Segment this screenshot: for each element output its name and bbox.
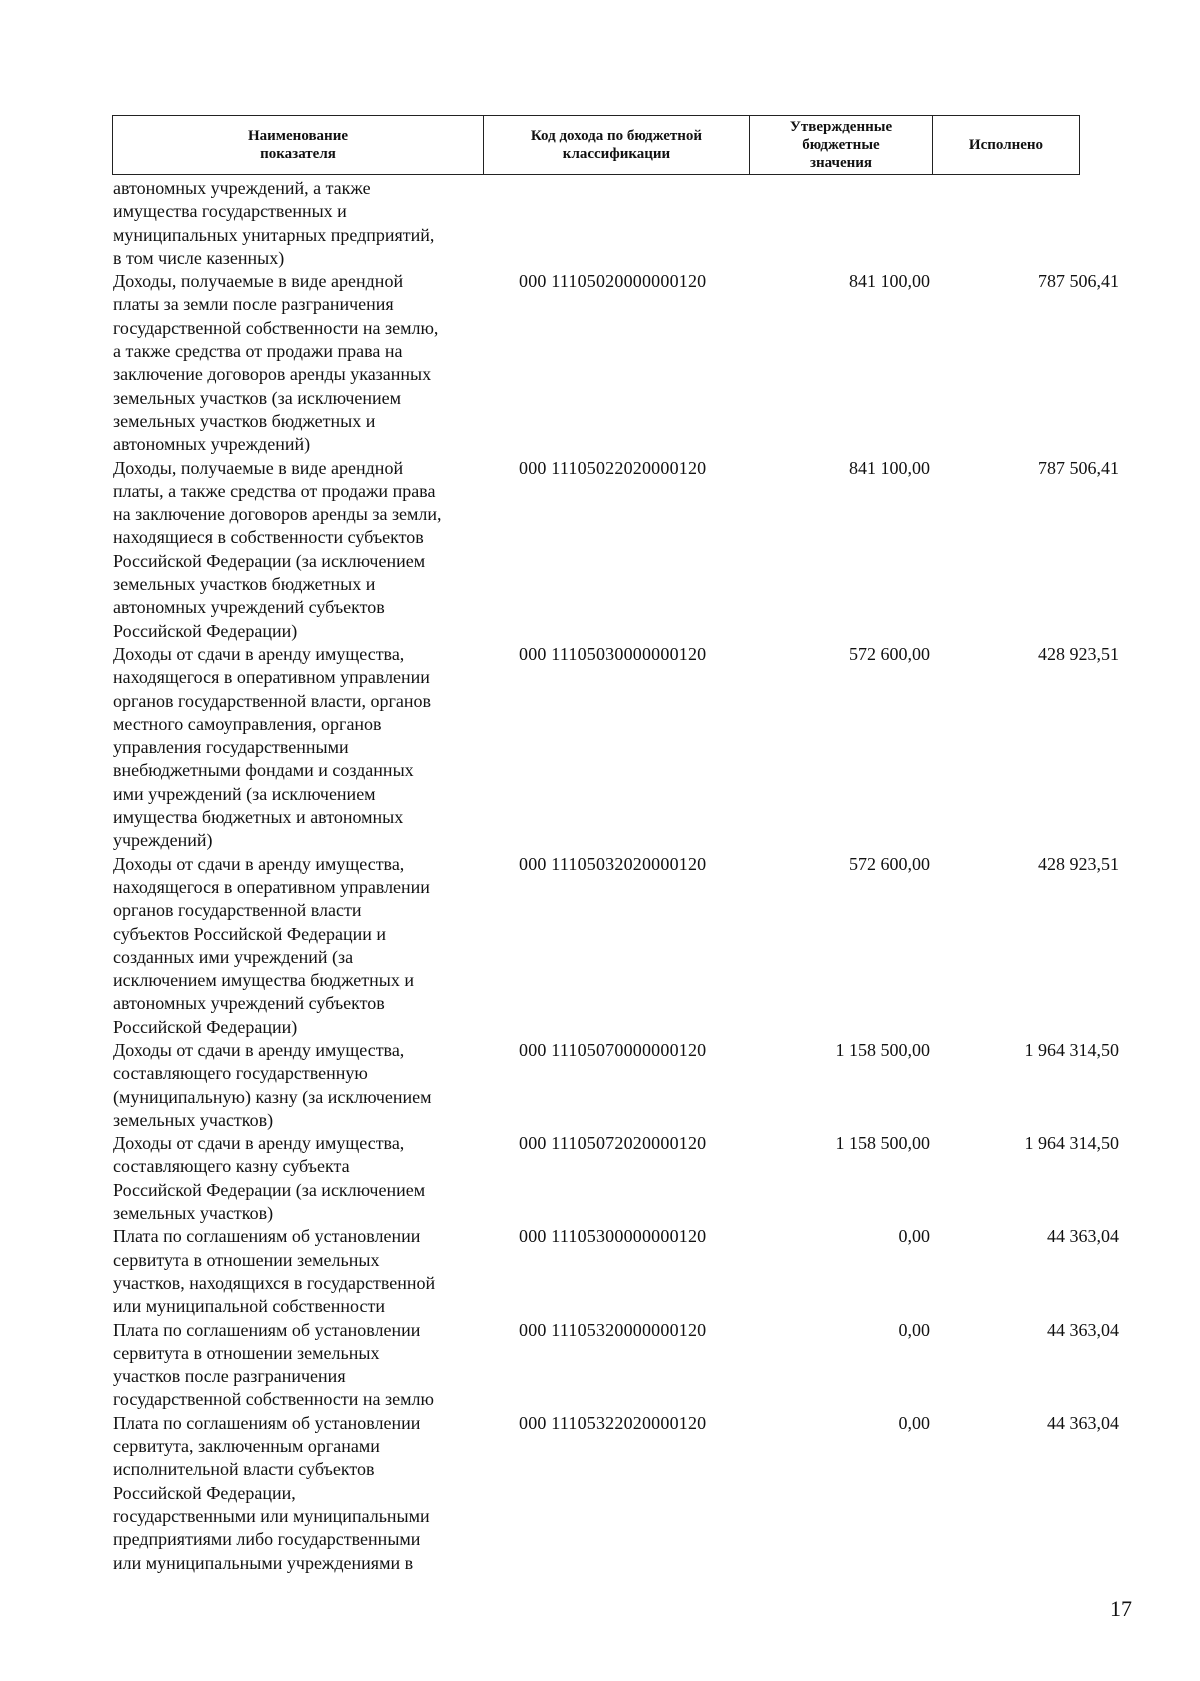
- row-code: [483, 177, 749, 270]
- row-name: Доходы, получаемые в виде арендной платы за земли после разграничения государственной собственности на землю, а также средства от продажи права на заключение договоров аренды указанных земельных участков (за исключением земельных участков бюджетных и автономных учреждений): [113, 271, 439, 455]
- row-code: 000 11105072020000120: [519, 1133, 707, 1154]
- row-done: 44 363,04: [1047, 1412, 1119, 1433]
- row-done: 44 363,04: [1047, 1319, 1119, 1340]
- table-body: [113, 177, 1123, 1575]
- row-name: автономных учреждений, а также имущества государственных и муниципальных унитарных предприятий, в том числе казенных): [113, 178, 435, 268]
- row-name: Доходы от сдачи в аренду имущества, составляющего государственную (муниципальную) казну (за исключением земельных участков): [113, 1039, 432, 1130]
- table-header: [112, 115, 1080, 175]
- row-done: 1 964 314,50: [1024, 1039, 1119, 1060]
- row-done: 44 363,04: [1047, 1226, 1119, 1247]
- row-done: [932, 177, 1123, 270]
- row-code: 000 11105070000000120: [519, 1039, 707, 1060]
- row-approved: [749, 177, 932, 270]
- table-row: [113, 1412, 1123, 1575]
- table-row: [113, 1319, 1123, 1412]
- row-code: 000 11105322020000120: [519, 1412, 707, 1433]
- row-name: Доходы, получаемые в виде арендной платы, а также средства от продажи права на заключение договоров аренды за земли, находящиеся в собственности субъектов Российской Федерации (за исключением земельных участков бюджетных и автономных учреждений субъектов Российской Федерации): [113, 457, 442, 641]
- row-name: Плата по соглашениям об установлении сервитута в отношении земельных участков после разграничения государственной собственности на землю: [113, 1319, 434, 1410]
- row-name: Плата по соглашениям об установлении сервитута, заключенным органами исполнительной власти субъектов Российской Федерации, государственными или муниципальными предприятиями либо государственными или муниципальными учреждениями в: [113, 1412, 430, 1573]
- row-approved: 0,00: [898, 1412, 930, 1433]
- row-approved: 841 100,00: [849, 457, 930, 478]
- table-row: [113, 643, 1123, 853]
- table-row: [113, 1132, 1123, 1225]
- header-done: Исполнено: [968, 137, 1044, 153]
- row-approved: 572 600,00: [849, 853, 930, 874]
- table-row: [113, 457, 1123, 643]
- header-name: Наименование показателя: [113, 116, 484, 174]
- row-code: 000 11105020000000120: [519, 271, 707, 292]
- row-done: 787 506,41: [1038, 271, 1119, 292]
- row-approved: 572 600,00: [849, 643, 930, 664]
- row-approved: 0,00: [898, 1319, 930, 1340]
- table-row: [113, 853, 1123, 1039]
- row-approved: 841 100,00: [849, 271, 930, 292]
- row-name: Доходы от сдачи в аренду имущества, находящегося в оперативном управлении органов государственной власти субъектов Российской Федерации и созданных ими учреждений (за исключением имущества бюджетных и автономных учреждений субъектов Российской Федерации): [113, 853, 430, 1037]
- row-approved: 1 158 500,00: [835, 1133, 930, 1154]
- row-code: 000 11105300000000120: [519, 1226, 707, 1247]
- page-number: 17: [1110, 1596, 1132, 1621]
- header-code: Код дохода по бюджетной классификации: [484, 116, 750, 174]
- row-code: 000 11105022020000120: [519, 457, 707, 478]
- row-code: 000 11105030000000120: [519, 643, 707, 664]
- row-approved: 1 158 500,00: [835, 1039, 930, 1060]
- row-done: 428 923,51: [1038, 853, 1119, 874]
- header-approved: Утвержденные бюджетные значения: [750, 116, 933, 174]
- table-row: [113, 177, 1123, 270]
- row-name: Доходы от сдачи в аренду имущества, находящегося в оперативном управлении органов государственной власти, органов местного самоуправления, органов управления государственными внебюджетными фондами и созданных ими учреждений (за исключением имущества бюджетных и автономных учреждений): [113, 643, 432, 851]
- row-approved: 0,00: [898, 1226, 930, 1247]
- table-row: [113, 1225, 1123, 1318]
- row-done: 428 923,51: [1038, 643, 1119, 664]
- table-row: [113, 1039, 1123, 1132]
- row-done: 1 964 314,50: [1024, 1133, 1119, 1154]
- table-row: [113, 270, 1123, 456]
- row-name: Плата по соглашениям об установлении сервитута в отношении земельных участков, находящихся в государственной или муниципальной собственности: [113, 1226, 436, 1317]
- row-code: 000 11105320000000120: [519, 1319, 707, 1340]
- row-code: 000 11105032020000120: [519, 853, 707, 874]
- row-name: Доходы от сдачи в аренду имущества, составляющего казну субъекта Российской Федерации (за исключением земельных участков): [113, 1133, 426, 1224]
- row-done: 787 506,41: [1038, 457, 1119, 478]
